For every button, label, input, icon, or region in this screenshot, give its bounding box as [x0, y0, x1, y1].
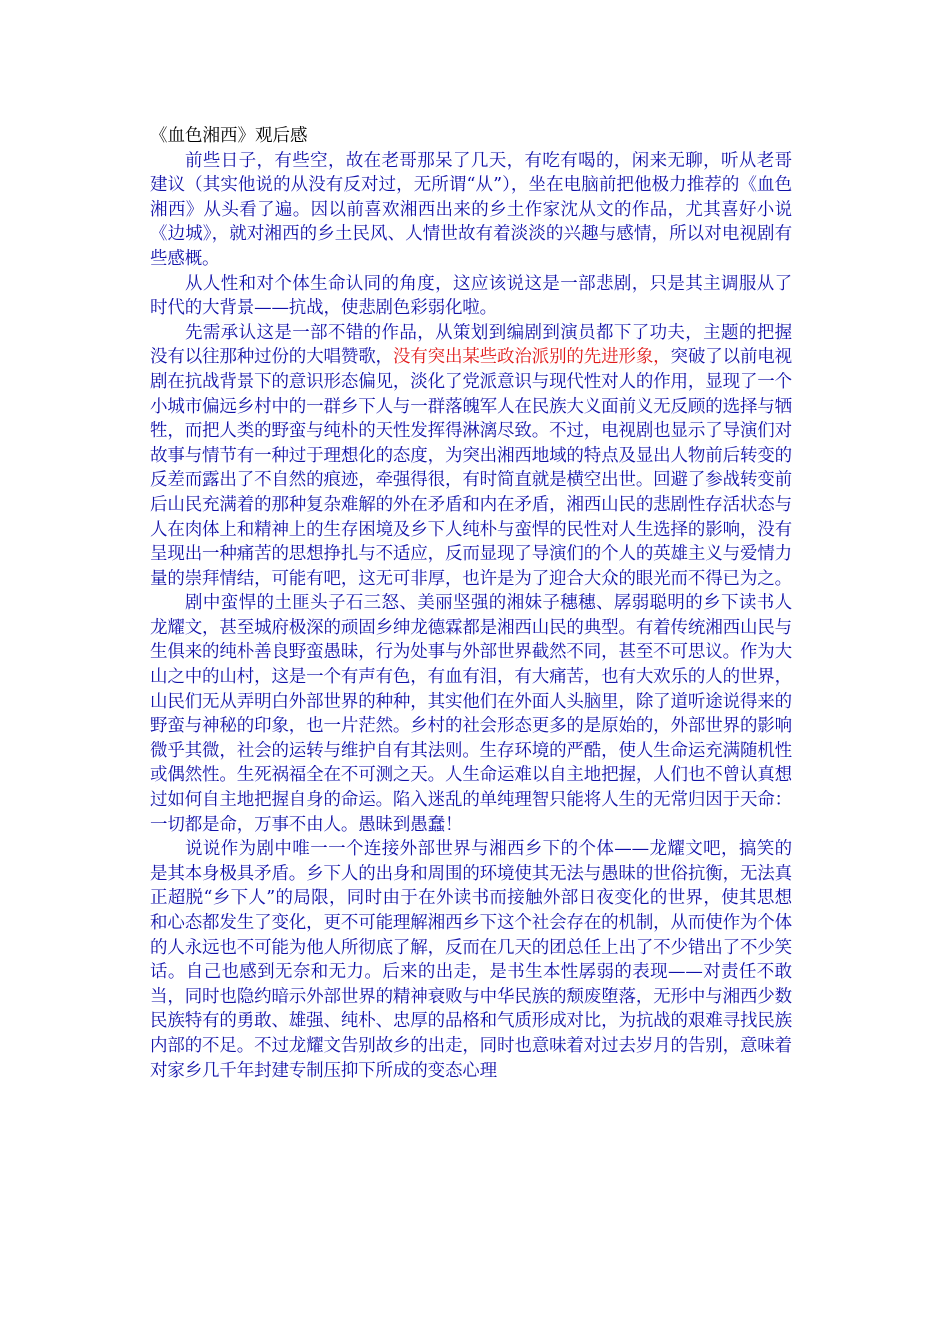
paragraph-2: 从人性和对个体生命认同的角度，这应该说这是一部悲剧，只是其主调服从了时代的大背景——抗战，使悲剧色彩弱化啦。 [150, 273, 792, 319]
paragraph-1: 前些日子，有些空，故在老哥那呆了几天，有吃有喝的，闲来无聊，听从老哥建议（其实他说的从没有反对过，无所谓“从”），坐在电脑前把他极力推荐的《血色湘西》从头看了遍。因以前喜欢湘西出来的乡土作家沈从文的作品，尤其喜好小说《边城》，就对湘西的乡土民风、人情世故有着淡淡的兴趣与感情，所以对电视剧有些感概。 [150, 150, 792, 269]
paragraph-3-text-after: 突破了以前电视剧在抗战背景下的意识形态偏见，淡化了党派意识与现代性对人的作用，显现了一个小城市偏远乡村中的一群乡下人与一群落魄军人在民族大义面前义无反顾的选择与牺牲，而把人类的野蛮与纯朴的天性发挥得淋漓尽致。不过，电视剧也显示了导演们对故事与情节有一种过于理想化的态度，为突出湘西地域的特点及显出人物前后转变的反差而露出了不自然的痕迹，牵强得很，有时简直就是横空出世。回避了参战转变前后山民充满着的那种复杂难解的外在矛盾和内在矛盾，湘西山民的悲剧性存活状态与人在肉体上和精神上的生存困境及乡下人纯朴与蛮悍的民性对人生选择的影响，没有呈现出一种痛苦的思想挣扎与不适应，反而显现了导演们的个人的英雄主义与爱情力量的崇拜情结，可能有吧，这无可非厚，也许是为了迎合大众的眼光而不得已为之。 [150, 347, 793, 589]
paragraph-3 [150, 321, 792, 592]
document-title: 《血色湘西》观后感 [150, 126, 308, 146]
paragraph-3-text-before: 先需承认这是一部不错的作品，从策划到编剧到演员都下了功夫，主题的把握没有以往那种过份的大唱赞歌， [150, 322, 792, 368]
paragraph-5: 说说作为剧中唯一一个连接外部世界与湘西乡下的个体——龙耀文吧，搞笑的是其本身极具矛盾。乡下人的出身和周围的环境使其无法与愚昧的世俗抗衡，无法真正超脱“乡下人”的局限，同时由于在外读书而接触外部日夜变化的世界，使其思想和心态都发生了变化，更不可能理解湘西乡下这个社会存在的机制，从而使作为个体的人永远也不可能为他人所彻底了解，反而在几天的团总任上出了不少错出了不少笑话。自己也感到无奈和无力。后来的出走，是书生本性孱弱的表现——对责任不敢当，同时也隐约暗示外部世界的精神衰败与中华民族的颓废堕落，无形中与湘西少数民族特有的勇敢、雄强、纯朴、忠厚的品格和气质形成对比，为抗战的艰难寻找民族内部的不足。不过龙耀文告别故乡的出走，同时也意味着对过去岁月的告别，意味着对家乡几千年封建专制压抑下所成的变态心理 [150, 839, 792, 1081]
paragraph-4: 剧中蛮悍的土匪头子石三怒、美丽坚强的湘妹子穗穗、孱弱聪明的乡下读书人龙耀文，甚至城府极深的顽固乡绅龙德霖都是湘西山民的典型。有着传统湘西山民与生俱来的纯朴善良野蛮愚昧，行为处事与外部世界截然不同，甚至不可思议。作为大山之中的山村，这是一个有声有色，有血有泪，有大痛苦，也有大欢乐的人的世界，山民们无从弄明白外部世界的种种，其实他们在外面人头脑里，除了道听途说得来的野蛮与神秘的印象，也一片茫然。乡村的社会形态更多的是原始的，外部世界的影响微乎其微，社会的运转与维护自有其法则。生存环境的严酷，使人生命运充满随机性或偶然性。生死祸福全在不可测之天。人生命运难以自主地把握，人们也不曾认真想过如何自主地把握自身的命运。陷入迷乱的单纯理智只能将人生的无常归因于天命：一切都是命，万事不由人。愚昧到愚蠢！ [150, 593, 792, 835]
highlighted-phrase: 没有突出某些政治派别的先进形象， [392, 347, 671, 368]
document-page [150, 124, 792, 1083]
